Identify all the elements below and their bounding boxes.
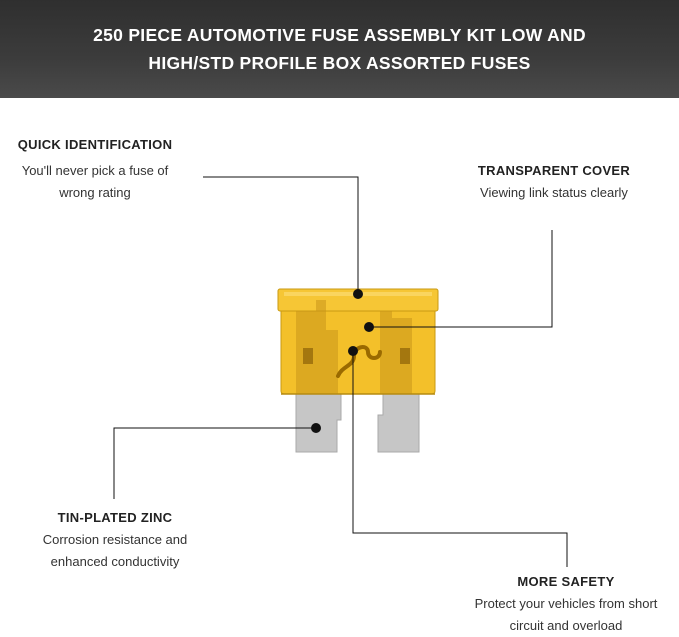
callout-description-line: Protect your vehicles from short	[474, 596, 658, 611]
callout-description-line: enhanced conductivity	[50, 554, 180, 569]
dot-more-safety	[348, 346, 358, 356]
callout-description-line: circuit and overload	[509, 618, 623, 633]
callout-transparent-cover	[460, 163, 648, 204]
leader-quick-identification	[203, 177, 358, 294]
banner-title-line-2: HIGH/STD PROFILE BOX ASSORTED FUSES	[148, 53, 531, 73]
callout-tin-plated-zinc	[20, 510, 210, 573]
dot-tin-plated-zinc	[311, 423, 321, 433]
fuse-body	[278, 289, 438, 394]
callout-description	[2, 160, 188, 204]
callout-heading: TIN-PLATED ZINC	[57, 510, 173, 525]
leader-tin-plated-zinc	[114, 428, 316, 499]
right-terminal	[378, 393, 419, 452]
callout-description-line: wrong rating	[59, 185, 131, 200]
callout-description-line: Corrosion resistance and	[42, 532, 188, 547]
callout-description	[455, 593, 677, 637]
dot-quick-identification	[353, 289, 363, 299]
left-terminal	[296, 393, 341, 452]
callout-description	[20, 529, 210, 573]
callout-description	[460, 182, 648, 204]
callout-heading: MORE SAFETY	[517, 574, 615, 589]
callout-description-line: You'll never pick a fuse of	[21, 163, 169, 178]
callout-heading: TRANSPARENT COVER	[477, 163, 631, 178]
callout-heading: QUICK IDENTIFICATION	[17, 137, 173, 152]
callout-more-safety	[455, 574, 677, 637]
fuse-terminals	[296, 393, 419, 452]
callout-description-line: Viewing link status clearly	[480, 185, 628, 200]
inner-right-window	[400, 348, 410, 364]
callout-quick-identification	[2, 137, 188, 204]
inner-left-window	[303, 348, 313, 364]
banner-title-line-1: 250 PIECE AUTOMOTIVE FUSE ASSEMBLY KIT LOW AND	[93, 25, 586, 45]
dot-transparent-cover	[364, 322, 374, 332]
